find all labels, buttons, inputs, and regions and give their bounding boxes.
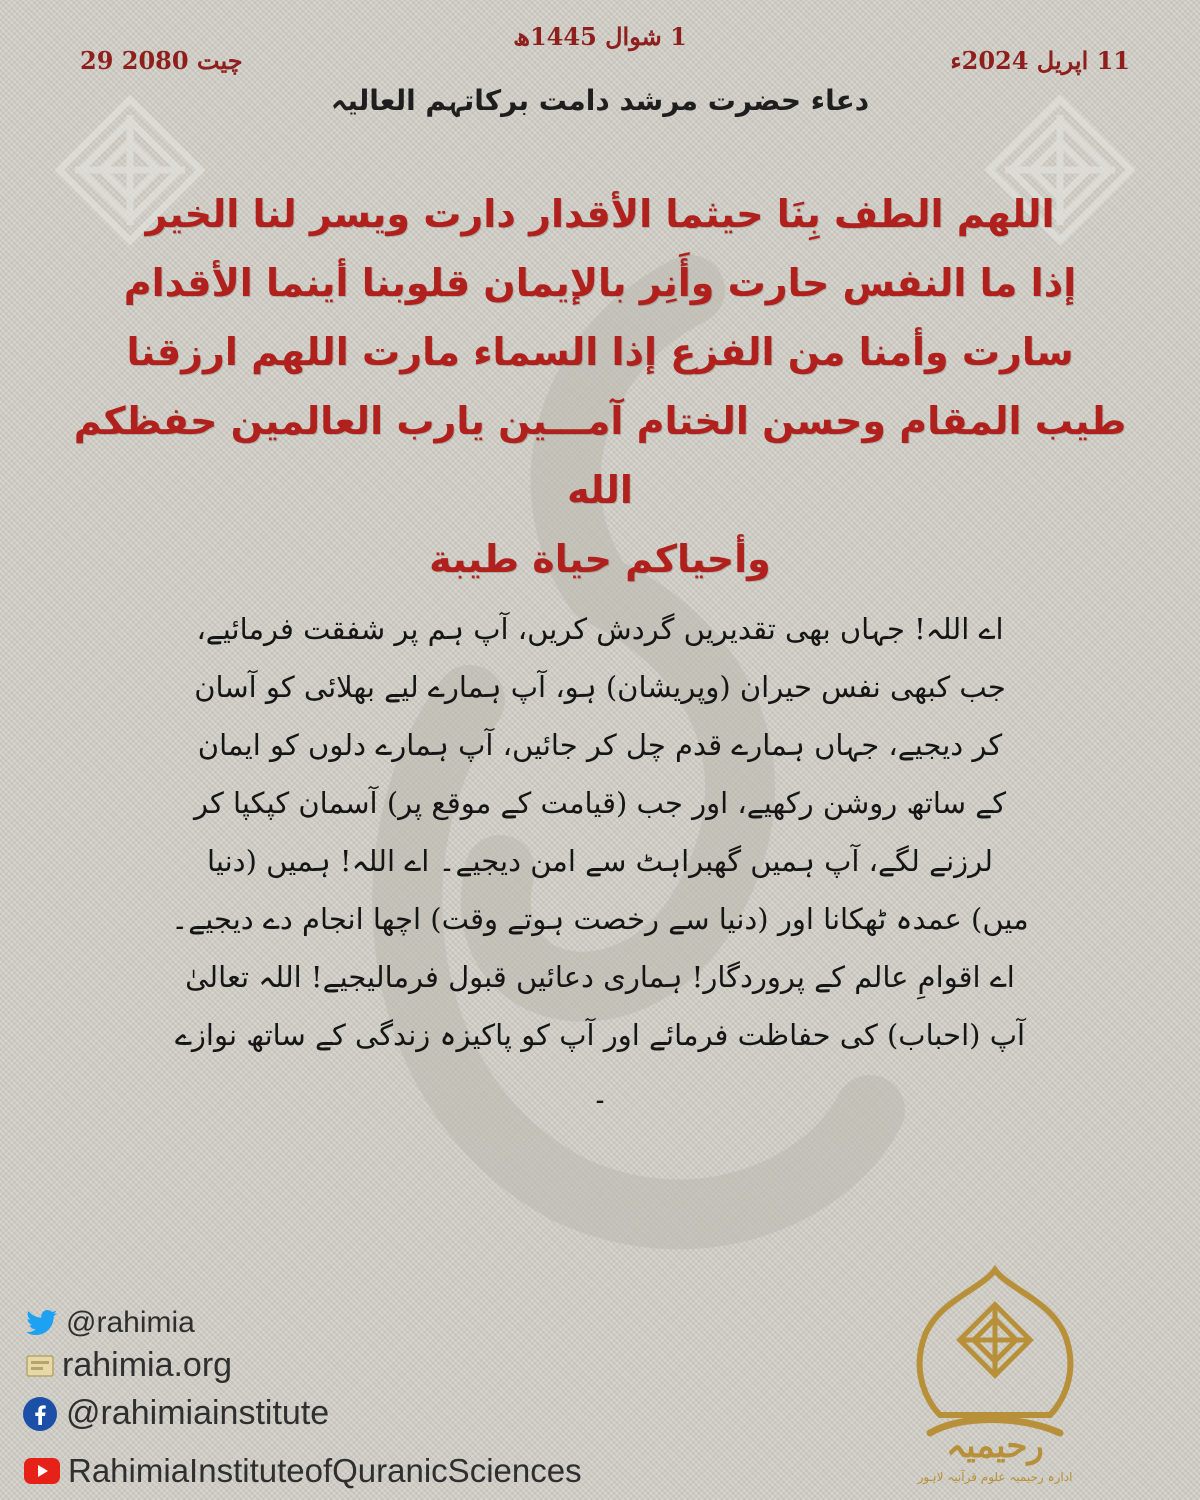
youtube-link[interactable] (24, 1452, 582, 1490)
urdu-translation (130, 600, 1070, 1122)
website-url: rahimia.org (62, 1346, 233, 1384)
web-icon (26, 1353, 54, 1379)
twitter-link[interactable] (26, 1306, 195, 1340)
twitter-handle: @rahimia (66, 1306, 195, 1339)
facebook-icon (22, 1396, 58, 1432)
gregorian-date: 11 اپریل 2024ء (950, 46, 1130, 75)
urdu-line: جب کبھی نفس حیران (وپریشان) ہو، آپ ہمارے لیے بھلائی کو آسان (194, 670, 1006, 704)
arabic-line: سارت وأمنا من الفزع إذا السماء مارت اللهم ارزقنا (126, 330, 1074, 374)
hijri-date: 1 شوال 1445ھ (513, 22, 687, 51)
urdu-line: آپ (احباب) کی حفاظت فرمائے اور آپ کو پاکیزہ زندگی کے ساتھ نوازے (174, 1018, 1026, 1052)
logo-name: رحیمیہ (946, 1426, 1044, 1466)
urdu-line: اے اللہ! جہاں بھی تقدیریں گردش کریں، آپ ہم پر شفقت فرمائیے، (196, 612, 1004, 646)
rahimia-logo (900, 1265, 1090, 1495)
logo-subtitle: ادارہ رحیمیہ علوم قرآنیہ لاہور (917, 1470, 1073, 1484)
twitter-icon (26, 1309, 58, 1337)
youtube-channel: RahimiaInstituteofQuranicSciences (68, 1452, 582, 1489)
arabic-line: إذا ما النفس حارت وأَنِر بالإيمان قلوبنا أينما الأقدام (123, 261, 1077, 305)
arabic-line: طيب المقام وحسن الختام آمـــين يارب العالمين حفظكم الله (73, 399, 1127, 512)
urdu-line: ۔ (591, 1076, 609, 1110)
arabic-line: اللهم الطف بِنَا حيثما الأقدار دارت ويسر لنا الخير (145, 192, 1055, 236)
bikrami-date: 29 چیت 2080 (80, 46, 243, 75)
arabic-dua (60, 180, 1140, 594)
facebook-link[interactable] (22, 1394, 329, 1433)
facebook-handle: @rahimiainstitute (66, 1394, 330, 1432)
youtube-icon (24, 1458, 60, 1484)
website-link[interactable] (26, 1346, 232, 1385)
urdu-line: کے ساتھ روشن رکھیے، اور جب (قیامت کے موقع پر) آسمان کپکپا کر (193, 786, 1007, 820)
arabic-line: وأحياكم حياة طيبة (429, 537, 771, 581)
urdu-line: میں) عمدہ ٹھکانا اور (دنیا سے رخصت ہوتے وقت) اچھا انجام دے دیجیے۔ (171, 902, 1029, 936)
urdu-line: کر دیجیے، جہاں ہمارے قدم چل کر جائیں، آپ ہمارے دلوں کو ایمان (197, 728, 1003, 762)
urdu-line: لرزنے لگے، آپ ہمیں گھبراہٹ سے امن دیجیے۔ اے اللہ! ہمیں (دنیا (207, 844, 993, 878)
dua-heading: دعاء حضرت مرشد دامت برکاتہم العالیہ (330, 84, 870, 117)
urdu-line: اے اقوامِ عالم کے پروردگار! ہماری دعائیں قبول فرمالیجیے! اللہ تعالیٰ (185, 960, 1015, 994)
